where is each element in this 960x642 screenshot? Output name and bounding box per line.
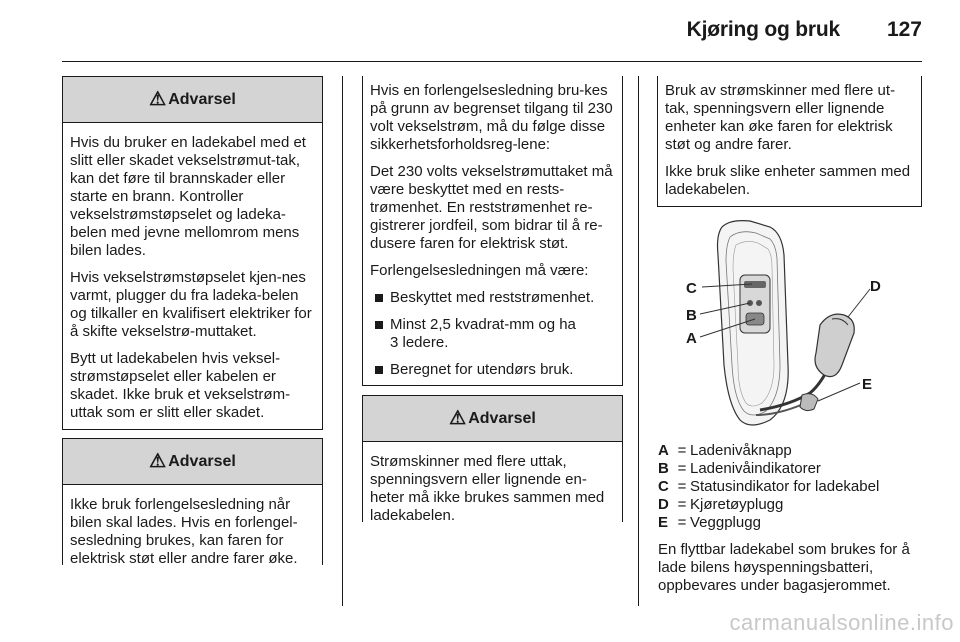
page-number: 127 bbox=[886, 18, 922, 41]
legend-text: Statusindikator for ladekabel bbox=[690, 478, 880, 495]
leader-line-e bbox=[818, 383, 860, 401]
leader-line-d bbox=[848, 289, 870, 317]
warning-title: Advarsel bbox=[168, 90, 236, 108]
page-header bbox=[0, 0, 960, 62]
vehicle-plug bbox=[815, 314, 854, 377]
legend-equals: = bbox=[677, 460, 687, 477]
body-paragraph bbox=[658, 541, 918, 595]
wall-plug bbox=[800, 394, 818, 411]
figure-label-c: C bbox=[686, 280, 697, 297]
header-rule bbox=[62, 61, 922, 62]
figure-legend bbox=[658, 442, 879, 532]
warning-body bbox=[63, 123, 322, 435]
warning-paragraph: Hvis du bruker en ladekabel med et slitt eller skadet vekselstrømut-tak, kan det føre til brannskader eller starte en brann. Kontroller vekselstrømstøpselet og ladeka-belen med jevne mellomrom mens bilen lades. bbox=[70, 134, 306, 259]
legend-text: Ladenivåknapp bbox=[690, 442, 792, 459]
list-item: Beskyttet med reststrømenhet. bbox=[370, 289, 615, 307]
column-divider-2 bbox=[638, 76, 639, 606]
warning-box-2 bbox=[62, 438, 323, 565]
figure-label-d: D bbox=[870, 278, 881, 295]
legend-equals: = bbox=[677, 496, 687, 513]
watermark: carmanualsonline.info bbox=[729, 610, 954, 635]
warning-header bbox=[63, 439, 322, 485]
legend-key: B bbox=[658, 460, 669, 477]
charging-cable-illustration bbox=[660, 215, 920, 440]
legend-text: Veggplugg bbox=[690, 514, 761, 531]
legend-text: Ladenivåindikatorer bbox=[690, 460, 821, 477]
legend-key: D bbox=[658, 496, 669, 513]
warning-icon: ⚠ bbox=[149, 89, 167, 110]
legend-row bbox=[658, 478, 879, 496]
legend-row bbox=[658, 442, 879, 460]
warning-body bbox=[658, 76, 921, 214]
warning-icon: ⚠ bbox=[449, 408, 467, 429]
warning-body bbox=[63, 485, 322, 581]
paragraph-text: En flyttbar ladekabel som brukes for å lade bilens høyspenningsbatteri, oppbevares under bagasjerommet. bbox=[658, 541, 910, 594]
warning-paragraph: Ikke bruk slike enheter sammen med ladekabelen. bbox=[665, 163, 911, 198]
warning-paragraph: Bruk av strømskinner med flere ut-tak, spenningsvern eller lignende enheter kan øke faren for elektrisk støt og andre farer. bbox=[665, 82, 896, 153]
warning-box-1 bbox=[62, 76, 323, 430]
legend-text: Kjøretøyplugg bbox=[690, 496, 784, 513]
figure-label-e: E bbox=[862, 376, 873, 393]
list-item: Minst 2,5 kvadrat-mm og ha 3 ledere. bbox=[370, 316, 580, 352]
legend-equals: = bbox=[677, 442, 687, 459]
legend-equals: = bbox=[677, 478, 687, 495]
warning-body bbox=[363, 442, 622, 538]
figure-label-a: A bbox=[686, 330, 697, 347]
warning-paragraph: Bytt ut ladekabelen hvis veksel-strømstøpselet eller kabelen er skadet. Ikke bruk et vekselstrøm-uttak som er slitt eller skadet. bbox=[70, 350, 291, 421]
warning-paragraph: Ikke bruk forlengelsesledning når bilen skal lades. Hvis en forlengel-sesledning brukes, kan faren for elektrisk støt eller andre farer øke. bbox=[70, 496, 298, 567]
warning-paragraph: Det 230 volts vekselstrømuttaket må være beskyttet med en rests-trømenhet. En reststrømenhet re-gistrerer jordfeil, som bidrar til å re-dusere faren for elektrisk støt. bbox=[370, 163, 613, 252]
warning-title: Advarsel bbox=[468, 409, 536, 427]
list-item: Beregnet for utendørs bruk. bbox=[370, 361, 615, 379]
legend-key: A bbox=[658, 442, 669, 459]
figure-label-b: B bbox=[686, 307, 697, 324]
legend-row bbox=[658, 460, 879, 478]
requirements-list bbox=[370, 289, 615, 379]
warning-box-3 bbox=[362, 395, 623, 522]
legend-row bbox=[658, 496, 879, 514]
warning-body bbox=[363, 76, 622, 394]
warning-header bbox=[63, 77, 322, 123]
warning-paragraph: Strømskinner med flere uttak, spenningsvern eller lignende en-heter må ikke brukes sammen med ladekabelen. bbox=[370, 453, 605, 524]
warning-paragraph: Hvis vekselstrømstøpselet kjen-nes varmt, plugger du fra ladeka-belen og tilkaller en kvalifisert elektriker for å skifte vekselstrø-muttaket. bbox=[70, 269, 312, 340]
warning-icon: ⚠ bbox=[149, 451, 167, 472]
legend-row bbox=[658, 514, 879, 532]
warning-paragraph: Forlengelsesledningen må være: bbox=[370, 262, 589, 279]
warning-continuation-box bbox=[362, 76, 623, 386]
legend-key: C bbox=[658, 478, 669, 495]
warning-paragraph: Hvis en forlengelsesledning bru-kes på grunn av begrenset tilgang til 230 volt vekselstrøm, må du følge disse sikkerhetsforholdsreg-lene: bbox=[370, 82, 613, 153]
column-divider-1 bbox=[342, 76, 343, 606]
warning-continuation-box-2 bbox=[657, 76, 922, 207]
header-title: Kjøring og bruk bbox=[686, 18, 840, 41]
warning-title: Advarsel bbox=[168, 452, 236, 470]
warning-header bbox=[363, 396, 622, 442]
legend-key: E bbox=[658, 514, 669, 531]
legend-equals: = bbox=[677, 514, 687, 531]
level-indicator bbox=[756, 300, 762, 306]
